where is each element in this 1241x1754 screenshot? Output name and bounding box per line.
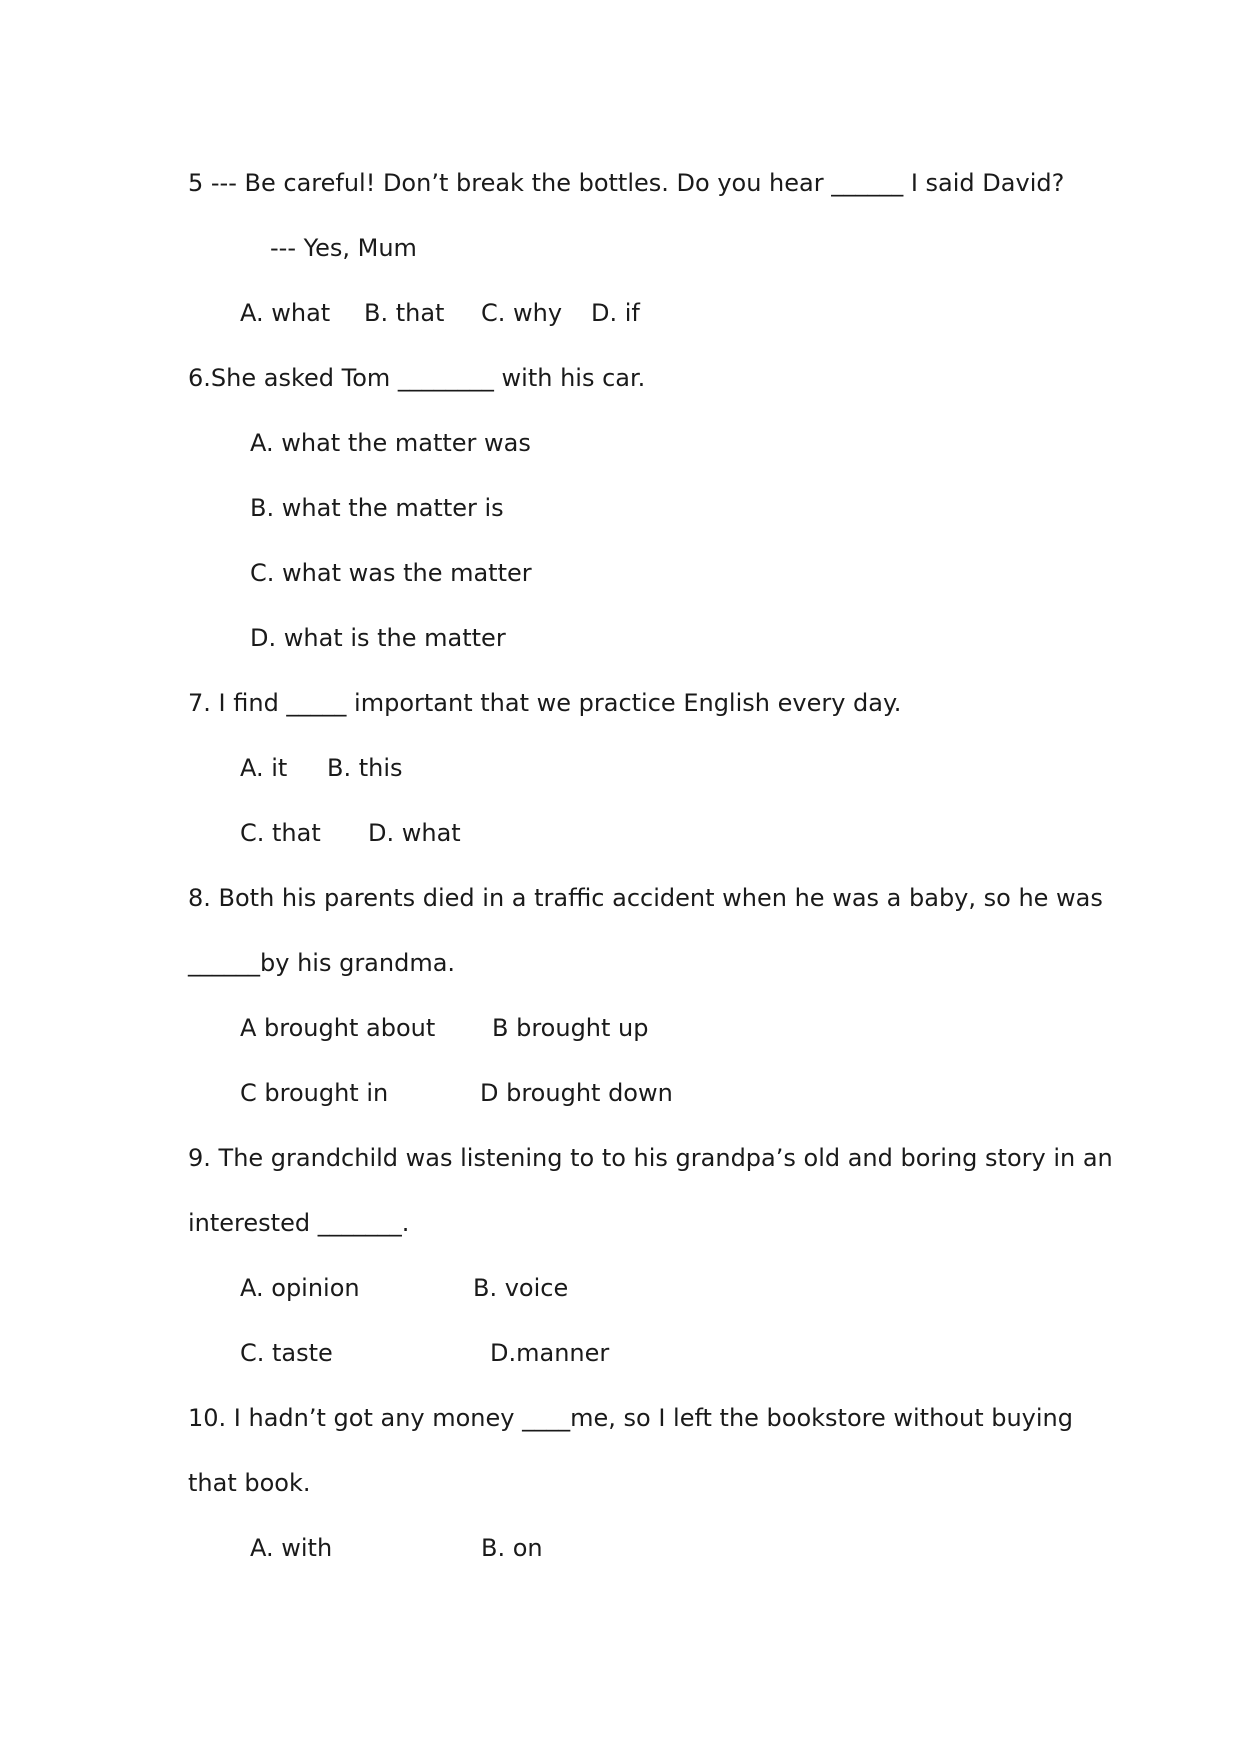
question-6-option-b: B. what the matter is (250, 494, 504, 522)
question-6-option-c: C. what was the matter (250, 559, 532, 587)
question-5-reply: --- Yes, Mum (270, 234, 417, 262)
question-8-option-a: A brought about (240, 1014, 436, 1042)
question-10-option-b: B. on (481, 1534, 543, 1562)
question-8-option-b: B brought up (492, 1014, 649, 1042)
question-8-option-d: D brought down (480, 1079, 673, 1107)
question-6-stem: 6.She asked Tom ________ with his car. (188, 364, 646, 392)
question-7-option-a: A. it (240, 754, 288, 782)
question-10-stem-line-1: 10. I hadn’t got any money ____me, so I left the bookstore without buying (188, 1404, 1073, 1432)
question-9-option-c: C. taste (240, 1339, 333, 1367)
question-5-stem: 5 --- Be careful! Don’t break the bottles. Do you hear ______ I said David? (188, 169, 1065, 197)
question-6-option-d: D. what is the matter (250, 624, 506, 652)
question-9-option-d: D.manner (490, 1339, 610, 1367)
question-7-stem: 7. I find _____ important that we practice English every day. (188, 689, 902, 717)
question-9-option-a: A. opinion (240, 1274, 360, 1302)
question-10-option-a: A. with (250, 1534, 333, 1562)
question-9-stem-line-2: interested _______. (188, 1209, 410, 1237)
question-10-stem-line-2: that book. (188, 1469, 311, 1497)
question-8-stem-line-1: 8. Both his parents died in a traffic accident when he was a baby, so he was (188, 884, 1103, 912)
question-6-option-a: A. what the matter was (250, 429, 531, 457)
question-8-option-c: C brought in (240, 1079, 389, 1107)
question-7-option-d: D. what (368, 819, 461, 847)
question-5-option-b: B. that (364, 299, 445, 327)
question-7-option-b: B. this (327, 754, 403, 782)
question-9-stem-line-1: 9. The grandchild was listening to to his grandpa’s old and boring story in an (188, 1144, 1113, 1172)
question-5-option-d: D. if (591, 299, 640, 327)
question-7-option-c: C. that (240, 819, 321, 847)
question-5-option-c: C. why (481, 299, 563, 327)
question-9-option-b: B. voice (473, 1274, 569, 1302)
question-8-stem-line-2: ______by his grandma. (188, 949, 456, 977)
question-5-option-a: A. what (240, 299, 331, 327)
